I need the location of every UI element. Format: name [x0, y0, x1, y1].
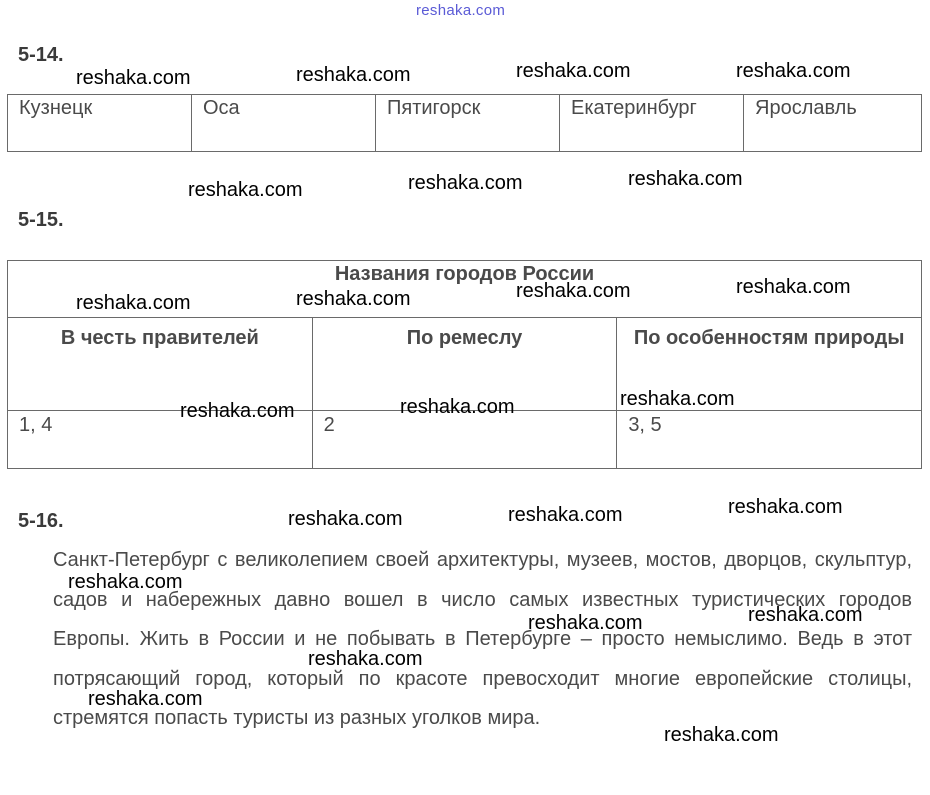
watermark: reshaka.com [88, 688, 203, 710]
table-row [8, 95, 922, 152]
watermark: reshaka.com [508, 504, 623, 526]
city-cell: Ярославль [744, 95, 922, 152]
table-cell: 1, 4 [8, 411, 313, 469]
task-5-15-heading: 5-15. [18, 209, 64, 231]
watermark: reshaka.com [736, 60, 851, 82]
watermark: reshaka.com [628, 168, 743, 190]
watermark: reshaka.com [288, 508, 403, 530]
watermark: reshaka.com [76, 292, 191, 314]
watermark: reshaka.com [408, 172, 523, 194]
watermark: reshaka.com [736, 276, 851, 298]
task-5-16-heading: 5-16. [18, 510, 64, 532]
task-5-14-heading: 5-14. [18, 44, 64, 66]
city-cell: Оса [192, 95, 376, 152]
watermark: reshaka.com [180, 400, 295, 422]
watermark: reshaka.com [620, 388, 735, 410]
watermark: reshaka.com [516, 60, 631, 82]
city-cell: Екатеринбург [560, 95, 744, 152]
watermark: reshaka.com [516, 280, 631, 302]
watermark: reshaka.com [188, 179, 303, 201]
watermark: reshaka.com [296, 288, 411, 310]
city-cell: Пятигорск [376, 95, 560, 152]
table-row [8, 411, 922, 469]
watermark: reshaka.com [76, 67, 191, 89]
watermark: reshaka.com [748, 604, 863, 626]
watermark: reshaka.com [308, 648, 423, 670]
watermark: reshaka.com [296, 64, 411, 86]
watermark: reshaka.com [664, 724, 779, 746]
watermark: reshaka.com [68, 571, 183, 593]
answer-paragraph: Санкт-Петербург с великолепием своей архитектуры, музеев, мостов, дворцов, скульптур, садов и набережных давно вошел в число самых известных туристических городов Европы. Жить в России и не побывать в Петербурге – просто немыслимо. Ведь в этот потрясающий город, который по красоте превосходит многие европейские столицы, стремятся попасть туристы из разных уголков мира. [53, 549, 912, 729]
column-header: В честь правителей [8, 318, 313, 411]
table-title: Названия городов России [8, 261, 922, 318]
column-header: По особенностям природы [617, 318, 922, 411]
watermark: reshaka.com [528, 612, 643, 634]
column-header: По ремеслу [312, 318, 617, 411]
watermark: reshaka.com [728, 496, 843, 518]
cities-table [7, 94, 922, 152]
watermark: reshaka.com [400, 396, 515, 418]
site-header-watermark: reshaka.com [416, 2, 506, 19]
table-cell: 3, 5 [617, 411, 922, 469]
table-cell: 2 [312, 411, 617, 469]
city-cell: Кузнецк [8, 95, 192, 152]
